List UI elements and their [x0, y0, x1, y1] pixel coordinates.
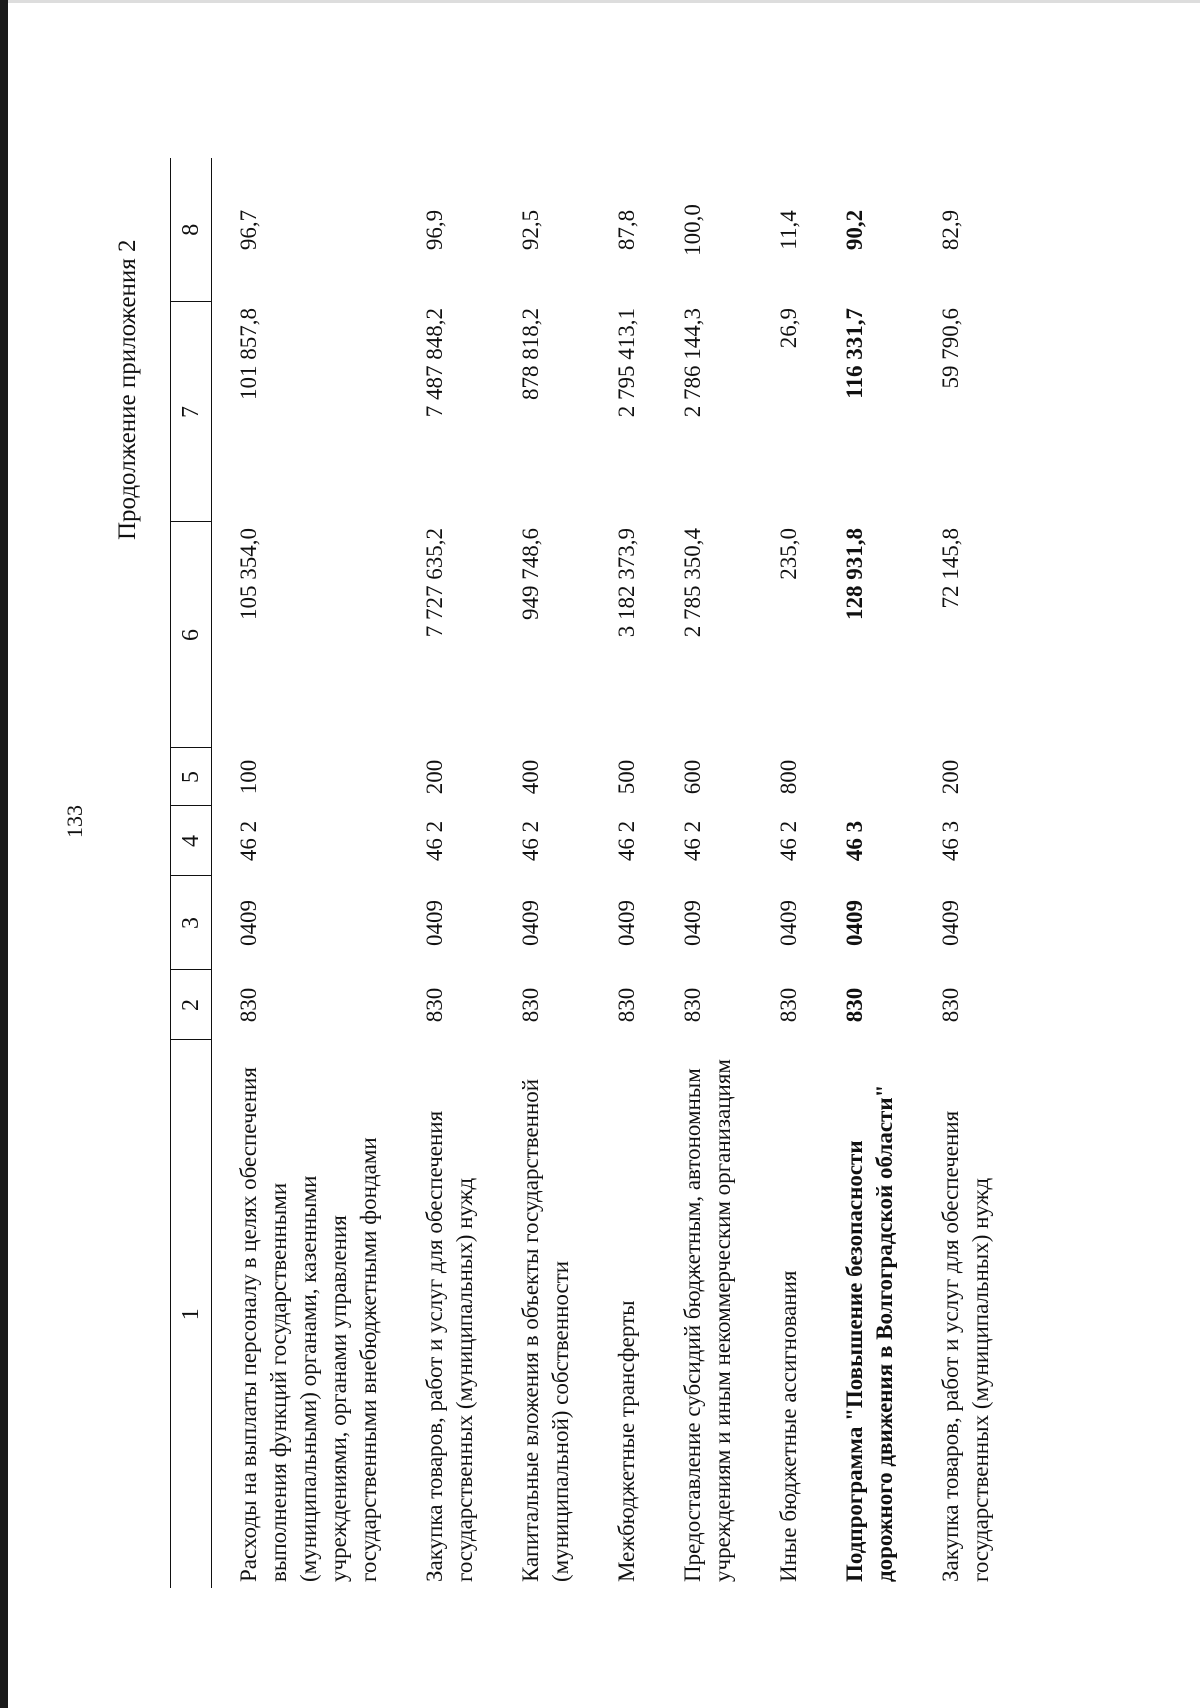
- row-target-article-cell: 46 2: [680, 820, 705, 862]
- row-expense-type-cell: 500: [614, 759, 639, 795]
- row-expense-type-cell: 400: [518, 759, 543, 795]
- column-header-4: 4: [171, 806, 212, 876]
- row-target-article-cell: 46 2: [614, 820, 639, 862]
- row-actual-amount-cell: 2 795 413,1: [614, 308, 639, 418]
- row-target-article-cell: 46 2: [518, 820, 543, 862]
- row-name-cell: Расходы на выплаты персоналу в целях обеспечения выполнения функций государственными (муниципальными) органами, казенными учреждениями, органами управления государственными внебюджетными фондами: [236, 1067, 381, 1582]
- row-actual-amount-cell: 7 487 848,2: [422, 308, 447, 418]
- column-header-3: 3: [171, 876, 212, 970]
- table-row: [212, 158, 399, 1588]
- row-percent-cell: 96,9: [422, 209, 447, 251]
- row-target-article-cell: 46 2: [236, 820, 261, 862]
- row-name-cell: Иные бюджетные ассигнования: [776, 1270, 801, 1582]
- row-planned-amount-cell: 3 182 373,9: [614, 528, 639, 638]
- column-header-6: 6: [171, 522, 212, 748]
- row-chapter-cell: 830: [422, 987, 447, 1023]
- row-chapter-cell: 830: [614, 987, 639, 1023]
- row-section-cell: 0409: [776, 900, 801, 946]
- row-percent-cell: 82,9: [938, 209, 963, 251]
- continuation-label: Продолжение приложения 2: [114, 239, 141, 540]
- row-target-article-cell: 46 2: [776, 820, 801, 862]
- row-planned-amount-cell: 72 145,8: [938, 528, 963, 609]
- row-expense-type-cell: 200: [422, 759, 447, 795]
- table-row: [818, 158, 914, 1588]
- row-chapter-cell: 830: [518, 987, 543, 1023]
- row-section-cell: 0409: [842, 900, 867, 946]
- row-percent-cell: 87,8: [614, 209, 639, 251]
- row-chapter-cell: 830: [680, 987, 705, 1023]
- table-row: [914, 158, 1010, 1588]
- column-header-7: 7: [171, 302, 212, 522]
- row-actual-amount-cell: 59 790,6: [938, 308, 963, 389]
- column-header-1: 1: [171, 1040, 212, 1588]
- table-row: [656, 158, 752, 1588]
- row-expense-type-cell: 100: [236, 759, 261, 795]
- column-header-2: 2: [171, 970, 212, 1040]
- table-header-row: [171, 158, 212, 1588]
- row-planned-amount-cell: 2 785 350,4: [680, 528, 705, 638]
- row-chapter-cell: 830: [236, 987, 261, 1023]
- row-target-article-cell: 46 3: [842, 820, 867, 862]
- row-planned-amount-cell: 235,0: [776, 528, 801, 580]
- row-section-cell: 0409: [680, 900, 705, 946]
- row-actual-amount-cell: 101 857,8: [236, 308, 261, 400]
- row-section-cell: 0409: [938, 900, 963, 946]
- row-chapter-cell: 830: [842, 987, 867, 1023]
- row-percent-cell: 92,5: [518, 209, 543, 251]
- row-section-cell: 0409: [614, 900, 639, 946]
- row-chapter-cell: 830: [938, 987, 963, 1023]
- table-row: [398, 158, 494, 1588]
- row-name-cell: Закупка товаров, работ и услуг для обеспечения государственных (муниципальных) нужд: [422, 1110, 477, 1582]
- row-planned-amount-cell: 105 354,0: [236, 528, 261, 620]
- budget-table: [170, 158, 1010, 1588]
- row-planned-amount-cell: 128 931,8: [842, 528, 867, 620]
- row-expense-type-cell: [818, 748, 914, 806]
- row-expense-type-cell: 200: [938, 759, 963, 795]
- table-row: [752, 158, 818, 1588]
- row-percent-cell: 11,4: [776, 210, 801, 250]
- row-percent-cell: 100,0: [680, 204, 705, 256]
- row-name-cell: Подпрограмма "Повышение безопасности дорожного движения в Волгоградской области": [842, 1084, 897, 1582]
- column-header-8: 8: [171, 158, 212, 302]
- row-percent-cell: 90,2: [842, 209, 867, 251]
- row-actual-amount-cell: 878 818,2: [518, 308, 543, 400]
- row-name-cell: Предоставление субсидий бюджетным, автономным учреждениям и иным некоммерческим организациям: [680, 1059, 735, 1582]
- row-section-cell: 0409: [422, 900, 447, 946]
- row-target-article-cell: 46 3: [938, 820, 963, 862]
- row-section-cell: 0409: [518, 900, 543, 946]
- column-header-5: 5: [171, 748, 212, 806]
- row-expense-type-cell: 800: [776, 759, 801, 795]
- table-row: [494, 158, 590, 1588]
- row-percent-cell: 96,7: [236, 209, 261, 251]
- row-actual-amount-cell: 116 331,7: [842, 308, 867, 399]
- row-planned-amount-cell: 949 748,6: [518, 528, 543, 620]
- row-name-cell: Капитальные вложения в объекты государственной (муниципальной) собственности: [518, 1078, 573, 1582]
- row-chapter-cell: 830: [776, 987, 801, 1023]
- row-expense-type-cell: 600: [680, 759, 705, 795]
- row-target-article-cell: 46 2: [422, 820, 447, 862]
- row-name-cell: Закупка товаров, работ и услуг для обеспечения государственных (муниципальных) нужд: [938, 1110, 993, 1582]
- row-section-cell: 0409: [236, 900, 261, 946]
- row-actual-amount-cell: 26,9: [776, 308, 801, 349]
- row-actual-amount-cell: 2 786 144,3: [680, 308, 705, 418]
- row-name-cell: Межбюджетные трансферты: [614, 1300, 639, 1582]
- page-number: 133: [62, 805, 87, 838]
- table-row: [590, 158, 656, 1588]
- row-planned-amount-cell: 7 727 635,2: [422, 528, 447, 638]
